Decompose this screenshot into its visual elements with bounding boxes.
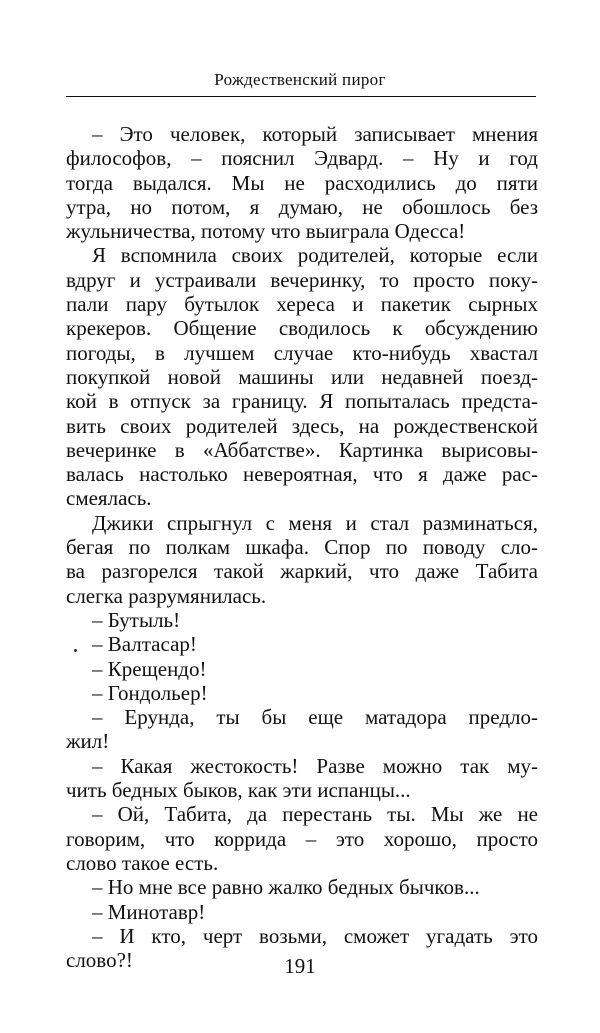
text-line: покупкой новой машины или недавней поезд- xyxy=(66,364,538,389)
text-line: слово?! xyxy=(66,948,133,973)
text-line: кой в отпуск за границу. Я попыталась предста- xyxy=(66,389,538,414)
text-line: – Бутыль! xyxy=(92,607,181,632)
text-line: – Крещендо! xyxy=(92,656,207,681)
text-line: валась настолько невероятная, что я даже рас- xyxy=(66,462,538,487)
text-line: – Валтасар! xyxy=(92,632,197,657)
text-line: крекеров. Общение сводилось к обсуждению xyxy=(66,316,538,341)
text-line: – Минотавр! xyxy=(92,899,206,924)
text-line: пали пару бутылок хереса и пакетик сырных xyxy=(66,292,538,317)
text-line: чить бедных быков, как эти испанцы... xyxy=(66,778,411,803)
header-rule xyxy=(66,96,536,97)
text-line: вдруг и устраивали вечеринку, то просто поку- xyxy=(66,267,538,292)
text-line: – Ерунда, ты бы еще матадора предло- xyxy=(92,705,538,730)
text-line: – Это человек, который записывает мнения xyxy=(92,122,538,146)
body-text xyxy=(66,122,538,972)
text-line: Джики спрыгнул с меня и стал разминаться, xyxy=(92,510,538,535)
text-line: жульничества, потому что выиграла Одесса! xyxy=(66,219,466,244)
text-line: смеялась. xyxy=(66,486,152,511)
text-line: говорим, что коррида – это хорошо, просто xyxy=(66,826,538,851)
running-head-title: Рождественский пирог xyxy=(214,70,386,89)
text-line: бегая по полкам шкафа. Спор по поводу сло- xyxy=(66,535,538,560)
text-line: вить своих родителей здесь, на рождественской xyxy=(66,413,538,438)
text-line: слово такое есть. xyxy=(66,850,219,875)
print-speck xyxy=(74,649,77,652)
text-line: утра, но потом, я думаю, не обошлось без xyxy=(66,194,538,219)
text-line: тогда выдался. Мы не расходились до пяти xyxy=(66,170,538,195)
text-line: – Какая жестокость! Разве можно так му- xyxy=(92,753,538,778)
text-line: – Но мне все равно жалко бедных бычков... xyxy=(92,875,480,900)
text-line: – Ой, Табита, да перестань ты. Мы же не xyxy=(92,802,538,827)
text-line: Я вспомнила своих родителей, которые если xyxy=(92,243,538,268)
text-line: ва разгорелся такой жаркий, что даже Табита xyxy=(66,559,538,584)
text-line: жил! xyxy=(66,729,110,754)
text-line: слегка разрумянилась. xyxy=(66,583,267,608)
text-line: погоды, в лучшем случае кто-нибудь хвастал xyxy=(66,340,538,365)
page-number: 191 xyxy=(284,954,316,978)
text-line: философов, – пояснил Эдвард. – Ну и год xyxy=(66,146,538,171)
text-line: – И кто, черт возьми, сможет угадать это xyxy=(92,923,538,948)
text-line: вечеринке в «Аббатстве». Картинка вырисовы- xyxy=(66,437,538,462)
text-line: – Гондольер! xyxy=(92,680,208,705)
